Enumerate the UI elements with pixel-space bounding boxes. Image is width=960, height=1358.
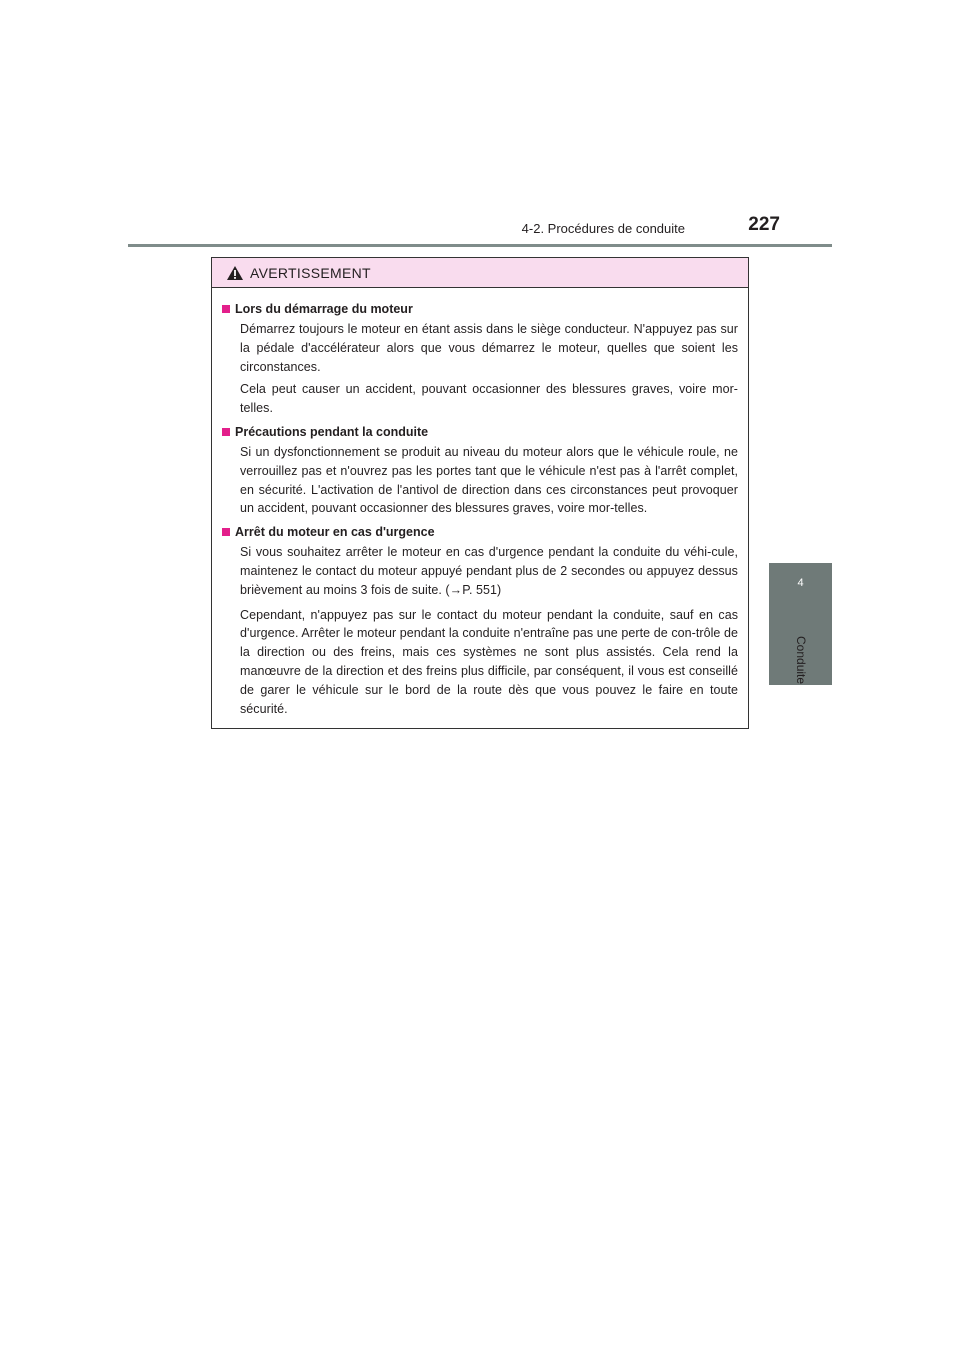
section-heading <box>222 300 738 318</box>
page-number: 227 <box>748 214 780 235</box>
warning-box <box>211 257 749 729</box>
bullet-square-icon <box>222 528 230 536</box>
paragraph: Si vous souhaitez arrêter le moteur en cas d'urgence pendant la conduite du véhi-cule, maintenez le contact du moteur appuyé pendant plus de 2 secondes ou appuyez dessus brièvement au moins 3 fois de suite. (→P. 551) <box>240 545 738 597</box>
warning-section <box>222 300 738 418</box>
section-heading-text: Précautions pendant la conduite <box>235 424 429 439</box>
section-title: 4-2. Procédures de conduite <box>521 221 685 236</box>
section-heading-text: Lors du démarrage du moteur <box>235 302 413 316</box>
warning-section <box>222 423 738 518</box>
warning-triangle-icon <box>226 265 244 281</box>
section-heading <box>222 423 738 441</box>
chapter-number: 4 <box>797 577 804 589</box>
warning-body <box>212 288 748 718</box>
header-divider <box>128 244 832 247</box>
paragraph: Si un dysfonctionnement se produit au niveau du moteur alors que le véhicule roule, ne verrouillez pas et n'ouvrez pas les portes tant que le véhicule n'est pas à l'arrêt complet, en sécurité. L'activation de l'antivol de direction dans ces circonstances peut provoquer un accident, pouvant occasionner des blessures graves, voire mor-telles. <box>240 444 738 516</box>
paragraph: Démarrez toujours le moteur en étant assis dans le siège conducteur. N'appuyez pas sur la pédale d'accélérateur alors que vous démarrez le moteur, quelles que soient les circonstances. <box>240 322 738 374</box>
chapter-label: Conduite <box>794 636 808 685</box>
bullet-square-icon <box>222 305 230 313</box>
warning-section <box>222 523 738 718</box>
paragraph: Cependant, n'appuyez pas sur le contact du moteur pendant la conduite, sauf en cas d'urgence. Arrêter le moteur pendant la conduite n'entraîne pas une perte de con-trôle de la direction ou des freins, mais ces systèmes ne sont plus assistés. Cela rend la manœuvre de la direction et des freins plus difficile, par conséquent, il vous est conseillé de garer le véhicule sur le bord de la route dès que vous pouvez le faire en toute sécurité. <box>240 607 738 716</box>
bullet-square-icon <box>222 428 230 436</box>
warning-title: AVERTISSEMENT <box>250 264 371 281</box>
section-heading <box>222 523 738 541</box>
warning-header <box>212 258 748 288</box>
paragraph: Cela peut causer un accident, pouvant occasionner des blessures graves, voire mor-telles. <box>240 382 738 416</box>
section-heading-text: Arrêt du moteur en cas d'urgence <box>235 525 435 540</box>
